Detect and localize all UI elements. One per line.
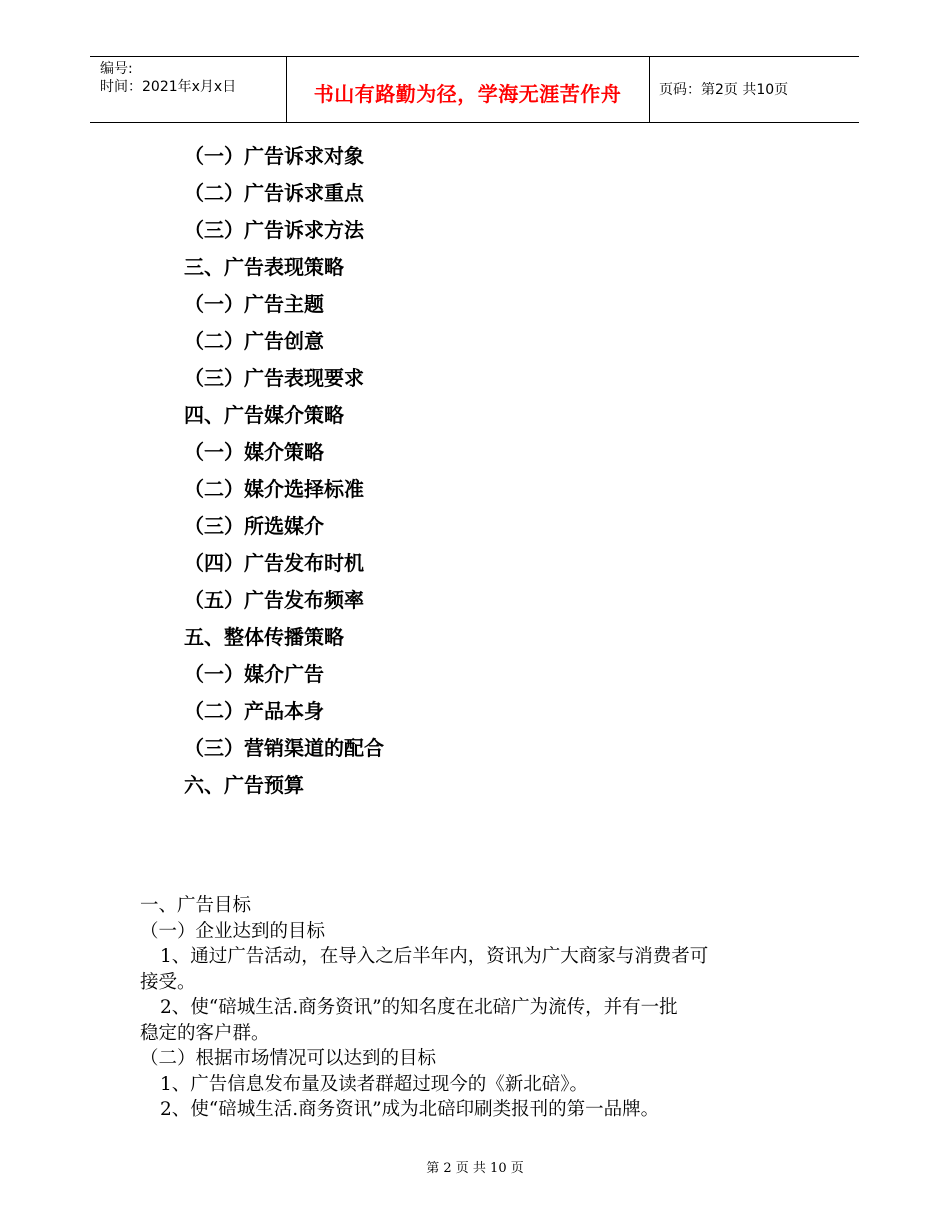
- header-page-info: 页码：第2页 共10页: [659, 82, 789, 98]
- paragraph-line: 1、通过广告活动，在导入之后半年内，资讯为广大商家与消费者可: [160, 946, 709, 967]
- paragraph-line: 接受。: [140, 971, 196, 993]
- outline-item: （一）广告诉求对象: [184, 144, 364, 168]
- outline-item: 五、整体传播策略: [184, 625, 344, 649]
- outline-item: （三）广告诉求方法: [184, 218, 364, 242]
- outline-item: （二）产品本身: [184, 699, 324, 723]
- outline-list: [184, 138, 384, 804]
- subsection-heading: （二）根据市场情况可以达到的目标: [140, 1048, 437, 1069]
- outline-item: （一）媒介广告: [184, 662, 324, 686]
- paragraph-line: 稳定的客户群。: [140, 1022, 270, 1044]
- outline-item: （五）广告发布频率: [184, 588, 364, 612]
- subsection-heading: （一）企业达到的目标: [140, 920, 326, 942]
- outline-item: （三）广告表现要求: [184, 366, 364, 390]
- outline-item: （二）媒介选择标准: [184, 477, 364, 501]
- header-bottom-rule: [90, 122, 859, 123]
- section-heading: 一、广告目标: [140, 895, 252, 916]
- body-section: [140, 893, 820, 1123]
- header-motto: 书山有路勤为径，学海无涯苦作舟: [313, 82, 622, 106]
- outline-item: （一）媒介策略: [184, 440, 324, 464]
- outline-item: （一）广告主题: [184, 292, 324, 316]
- header-time-label: 时间：2021年x月x日: [100, 79, 237, 95]
- paragraph-line: 2、使“碚城生活.商务资讯”成为北碚印刷类报刊的第一品牌。: [160, 1099, 660, 1120]
- outline-item: （二）广告诉求重点: [184, 181, 364, 205]
- outline-item: （三）所选媒介: [184, 514, 324, 538]
- page-footer: 第 2 页 共 10 页: [426, 1161, 524, 1176]
- header-number-label: 编号:: [100, 61, 133, 77]
- outline-item: 六、广告预算: [184, 773, 304, 797]
- paragraph-line: 1、广告信息发布量及读者群超过现今的《新北碚》。: [160, 1073, 589, 1095]
- outline-item: （四）广告发布时机: [184, 551, 364, 575]
- outline-item: （三）营销渠道的配合: [184, 736, 384, 760]
- outline-item: （二）广告创意: [184, 329, 324, 353]
- header-divider-right: [649, 56, 650, 123]
- header-top-rule: [90, 56, 859, 57]
- paragraph-line: 2、使“碚城生活.商务资讯”的知名度在北碚广为流传，并有一批: [160, 997, 678, 1018]
- outline-item: 四、广告媒介策略: [184, 403, 344, 427]
- outline-item: 三、广告表现策略: [184, 255, 344, 279]
